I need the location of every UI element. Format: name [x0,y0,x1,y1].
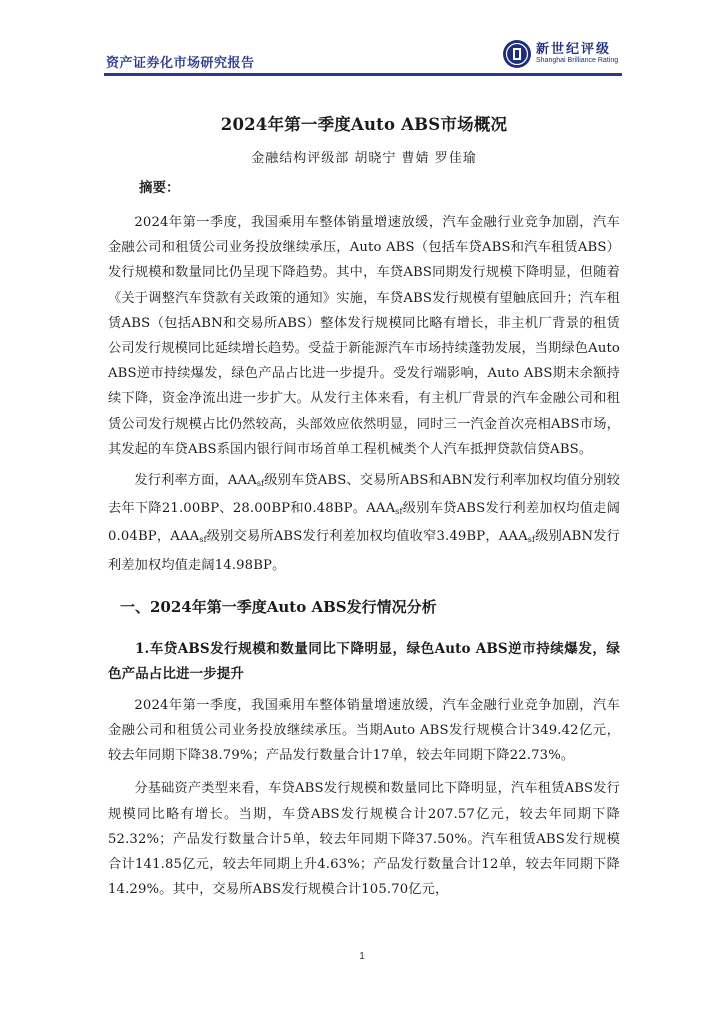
abstract-rates-paragraph: 发行利率方面，$AAA_{sf}$级别车贷ABS、交易所ABS和ABN发行利率加权均值分别较去年下降21.00BP、28.00BP和0.48BP。$AAA_{sf}$级别车贷ABS发行利差加权均值走阔0.04BP，$AAA_{sf}$级别交易所ABS发行利差加权均值收窄3.49BP，$AAA_{sf}$级别ABN发行利差加权均值走阔14.98BP。 [108,473,620,573]
body-paragraph: 2024年第一季度，我国乘用车整体销量增速放缓，汽车金融行业竞争加剧，汽车金融公司和租赁公司业务投放继续承压。当期Auto ABS发行规模合计349.42亿元，较去年同期下降38.79%；产品发行数量合计17单，较去年同期下降22.73%。 [108,697,620,764]
document-authors: 金融结构评级部 胡晓宁 曹婧 罗佳瑜 [251,151,477,166]
body-paragraph: 分基础资产类型来看，车贷ABS发行规模和数量同比下降明显，汽车租赁ABS发行规模同比略有增长。当期，车贷ABS发行规模合计207.57亿元，较去年同期下降52.32%；产品发行数量合计5单，较去年同期下降37.50%。汽车租赁ABS发行规模合计141.85亿元，较去年同期上升4.63%；产品发行数量合计12单，较去年同期下降14.29%。其中，交易所ABS发行规模合计105.70亿元， [108,781,620,898]
page-header [104,34,622,74]
section-heading: 一、2024年第一季度Auto ABS发行情况分析 [120,597,437,616]
abstract-label: 摘要： [139,180,180,196]
document-body [108,112,620,902]
company-seal-icon [502,39,532,69]
company-name-en: Shanghai Brilliance Rating [536,57,619,64]
company-name-cn: 新世纪评级 [536,42,612,57]
header-divider [104,73,622,76]
document-title: 2024年第一季度Auto ABS市场概况 [220,115,508,134]
report-series-title: 资产证券化市场研究报告 [106,56,255,71]
page-number: 1 [359,951,365,962]
company-logo [502,36,622,72]
abstract-paragraph: 2024年第一季度，我国乘用车整体销量增速放缓，汽车金融行业竞争加剧，汽车金融公司和租赁公司业务投放继续承压，Auto ABS（包括车贷ABS和汽车租赁ABS）发行规模和数量同比仍呈现下降趋势。其中，车贷ABS同期发行规模下降明显，但随着《关于调整汽车贷款有关政策的通知》实施，车贷ABS发行规模有望触底回升；汽车租赁ABS（包括ABN和交易所ABS）整体发行规模同比略有增长，非主机厂背景的租赁公司发行规模同比延续增长趋势。受益于新能源汽车市场持续蓬勃发展，当期绿色Auto ABS逆市持续爆发，绿色产品占比进一步提升。受发行端影响，Auto ABS期末余额持续下降，资金净流出进一步扩大。从发行主体来看，有主机厂背景的汽车金融公司和租赁公司发行规模占比仍然较高，头部效应依然明显，同时三一汽金首次亮相ABS市场，其发起的车贷ABS系国内银行间市场首单工程机械类个人汽车抵押贷款信贷ABS。 [108,215,621,457]
subsection-heading: 1.车贷ABS发行规模和数量同比下降明显，绿色Auto ABS逆市持续爆发，绿色产品占比进一步提升 [108,640,620,682]
